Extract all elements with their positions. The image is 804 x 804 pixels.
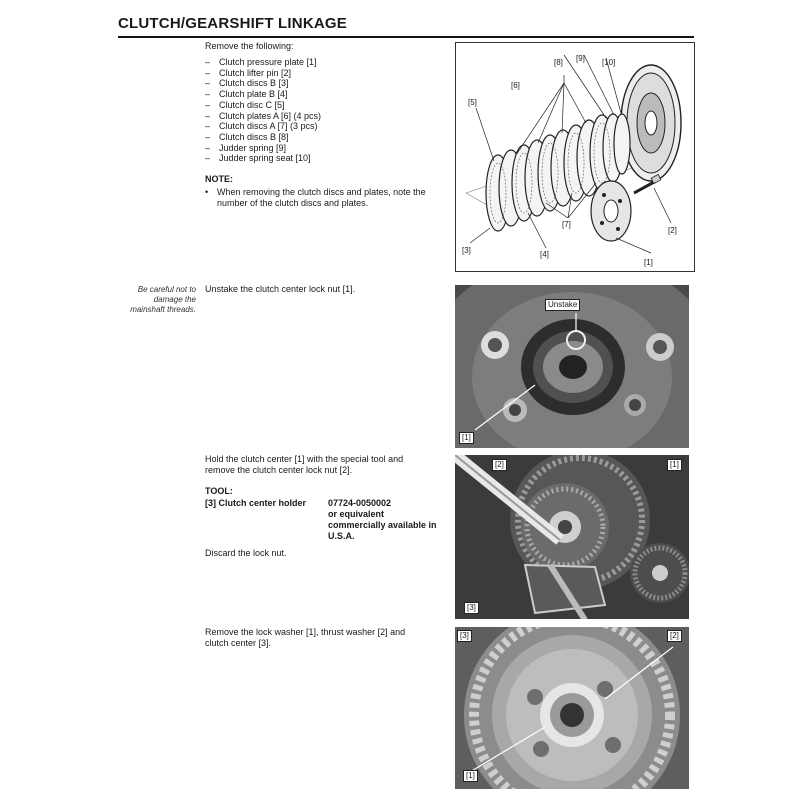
page-title: CLUTCH/GEARSHIFT LINKAGE: [118, 15, 347, 32]
instruction-line: Remove the lock washer [1], thrust washer [2] and: [205, 627, 406, 637]
note-heading: NOTE:: [205, 174, 233, 184]
instruction-line: Hold the clutch center [1] with the special tool and: [205, 454, 404, 464]
list-item: – Judder spring seat [10]: [205, 153, 321, 164]
tool-alt: U.S.A.: [328, 531, 355, 541]
discard-note: Discard the lock nut.: [205, 548, 287, 558]
removal-intro: Remove the following:: [205, 41, 294, 51]
caution-line: mainshaft threads.: [130, 305, 196, 314]
instruction-line: clutch center [3].: [205, 638, 272, 648]
figure-label: [2]: [668, 226, 677, 235]
tool-number: 07724-0050002: [328, 498, 392, 508]
list-item: – Clutch lifter pin [2]: [205, 68, 321, 79]
tool-alt: or equivalent: [328, 509, 385, 519]
list-item: – Judder spring [9]: [205, 143, 321, 154]
title-divider: [118, 36, 694, 38]
unstake-photo: [455, 285, 689, 448]
tool-spec: [328, 498, 437, 542]
clutch-center-photo: [455, 627, 689, 789]
photo-label: [1]: [667, 459, 682, 471]
pressure-plate-illustration: [591, 181, 631, 241]
note-body: • When removing the clutch discs and plates, note the number of the clutch discs and plates.: [205, 187, 426, 208]
caution-sidebar: [100, 285, 196, 315]
unstake-instruction: Unstake the clutch center lock nut [1].: [205, 284, 356, 294]
photo-label: [3]: [464, 602, 479, 614]
figure-label: [8]: [554, 58, 563, 67]
photo-label: [2]: [492, 459, 507, 471]
figure-label: [10]: [602, 58, 616, 67]
list-item: – Clutch discs B [3]: [205, 78, 321, 89]
clutch-exploded-diagram: [455, 42, 695, 272]
remove-washer-instruction: [205, 627, 449, 649]
caution-line: damage the: [153, 295, 196, 304]
photo-label: [3]: [457, 630, 472, 642]
removal-list: [205, 57, 321, 164]
instruction-line: remove the clutch center lock nut [2].: [205, 465, 353, 475]
list-item: – Clutch discs B [8]: [205, 132, 321, 143]
photo-label: [2]: [667, 630, 682, 642]
caution-line: Be careful not to: [137, 285, 196, 294]
photo-label: [1]: [459, 432, 474, 444]
photo-label: [1]: [463, 770, 478, 782]
list-item: – Clutch plates A [6] (4 pcs): [205, 111, 321, 122]
list-item: – Clutch plate B [4]: [205, 89, 321, 100]
note-line: When removing the clutch discs and plates, note the: [217, 187, 426, 197]
note-line: number of the clutch discs and plates.: [217, 198, 369, 208]
hold-instruction: [205, 454, 449, 476]
figure-label: [9]: [576, 54, 585, 63]
clutch-housing-illustration: [621, 65, 681, 181]
clutch-holder-photo: [455, 455, 689, 619]
list-item: – Clutch pressure plate [1]: [205, 57, 321, 68]
figure-label: [7]: [562, 220, 571, 229]
figure-label: [6]: [511, 81, 520, 90]
list-item: – Clutch discs A [7] (3 pcs): [205, 121, 321, 132]
unstake-callout: Unstake: [545, 299, 580, 311]
tool-name: [3] Clutch center holder: [205, 498, 307, 508]
list-item: – Clutch disc C [5]: [205, 100, 321, 111]
figure-label: [5]: [468, 98, 477, 107]
figure-label: [3]: [462, 246, 471, 255]
tool-alt: commercially available in: [328, 520, 437, 530]
figure-label: [1]: [644, 258, 653, 267]
figure-label: [4]: [540, 250, 549, 259]
tool-heading: TOOL:: [205, 486, 233, 496]
